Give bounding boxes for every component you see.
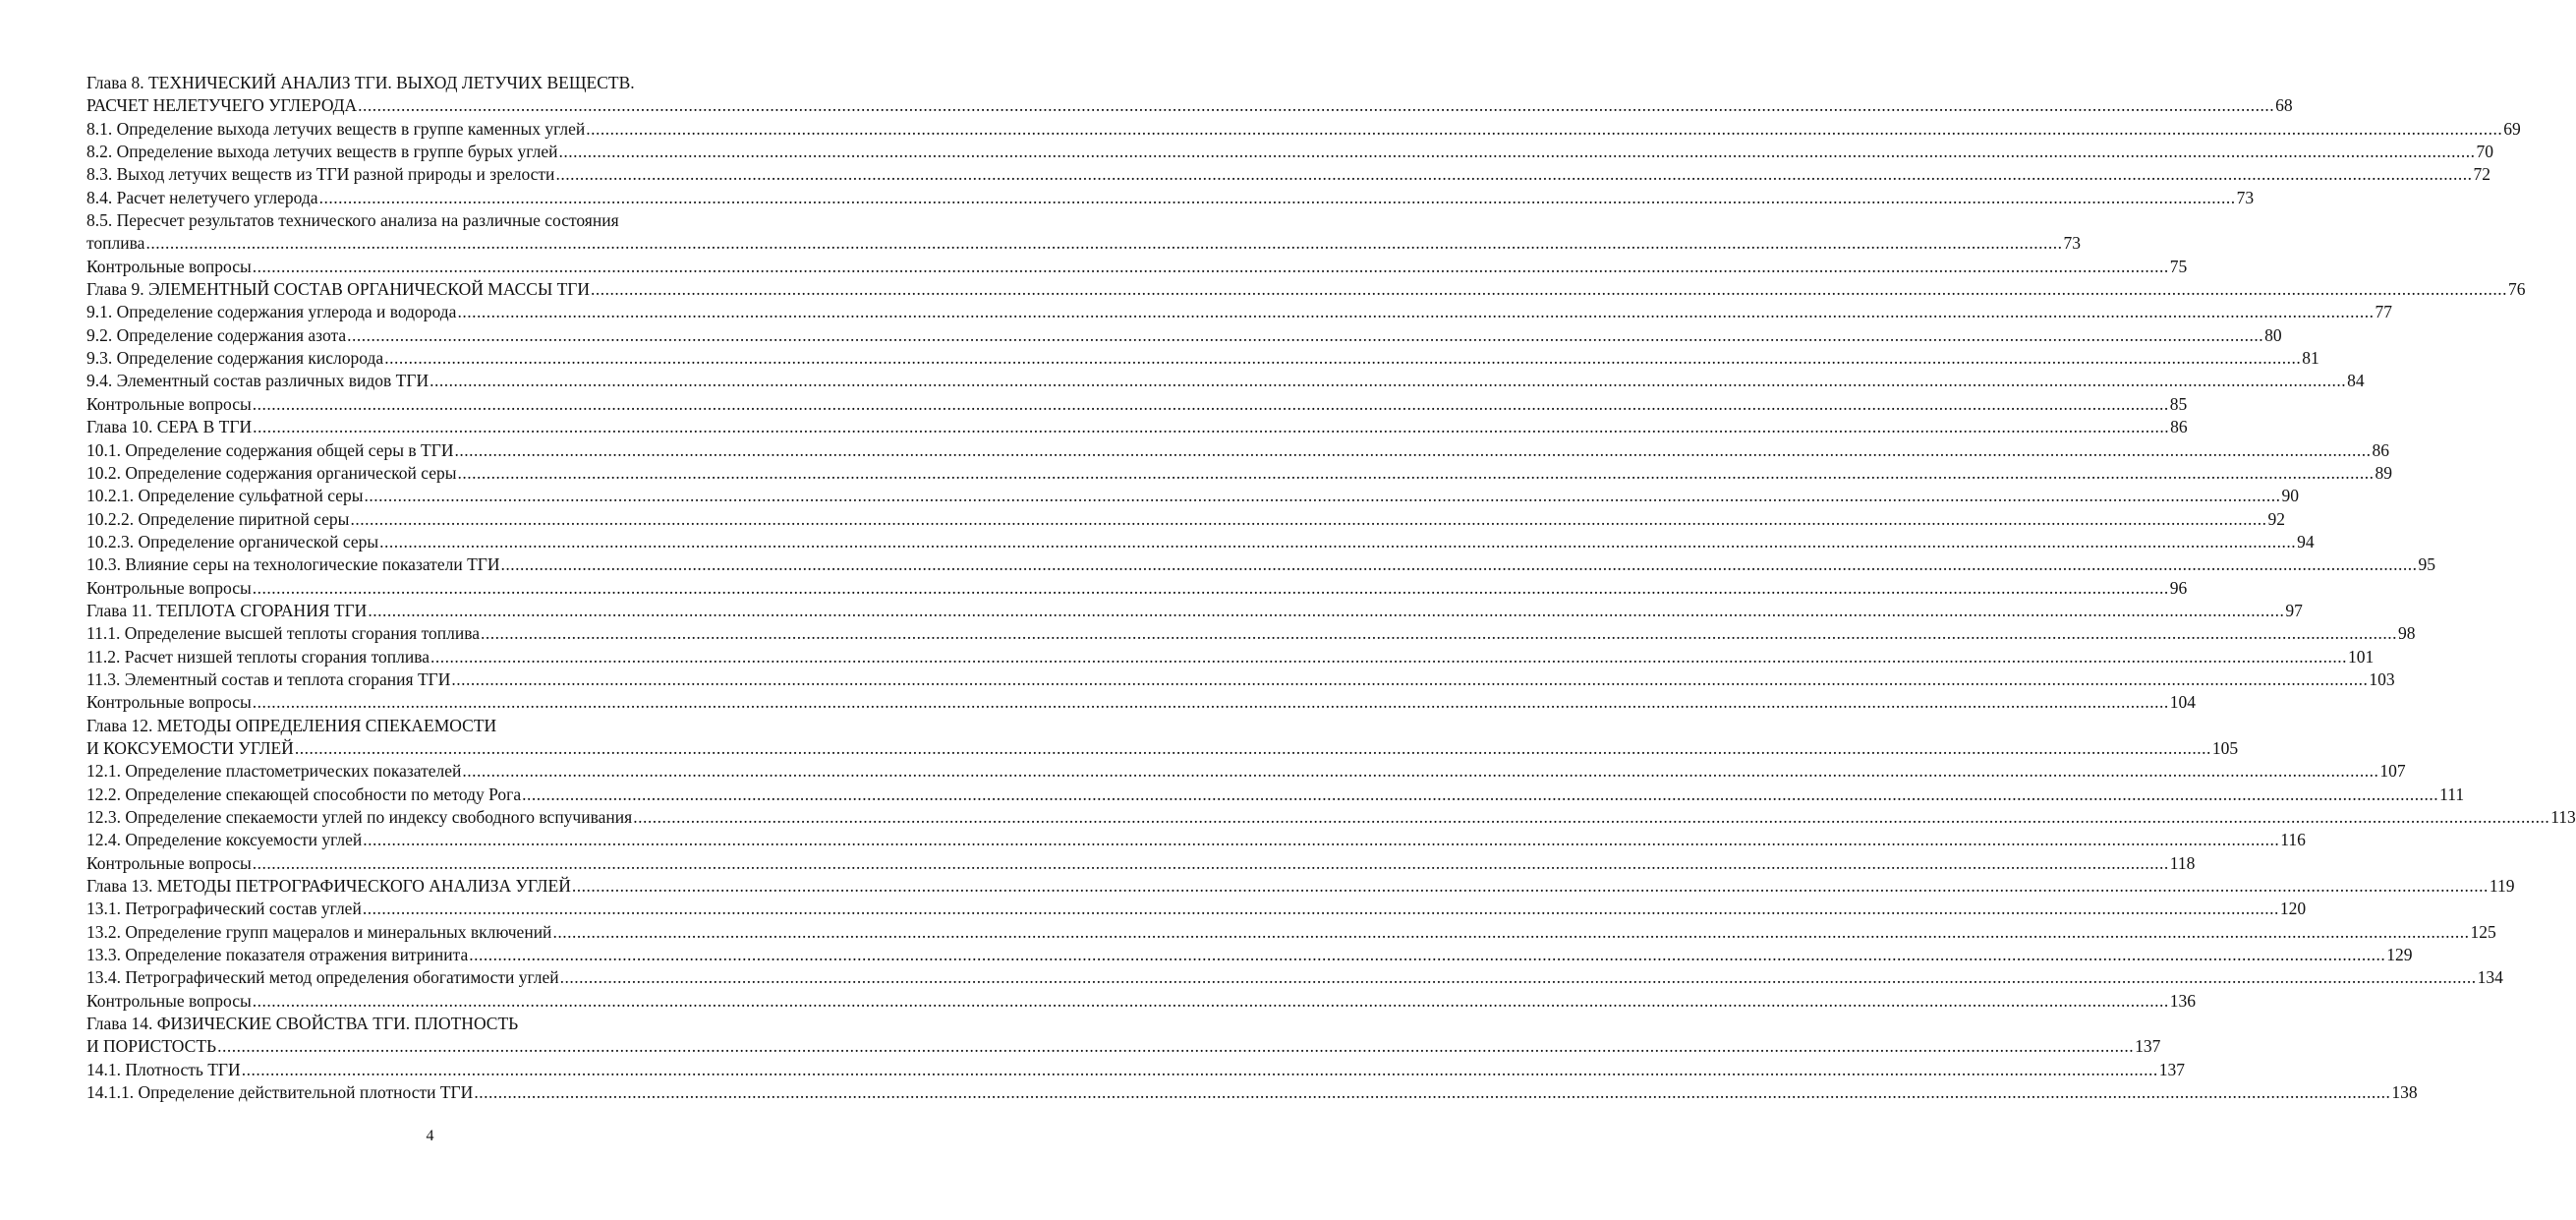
toc-entry xyxy=(86,439,2390,462)
toc-dot-leader: ................................................................................................................................................................................................................................................................................................................................................................................................................ xyxy=(429,371,2347,391)
toc-entry xyxy=(86,966,2503,989)
toc-entry-title: 13.2. Определение групп мацералов и минеральных включений xyxy=(86,921,552,942)
toc-entry xyxy=(86,646,2375,668)
toc-entry-title: 10.1. Определение содержания общей серы в ТГИ xyxy=(86,439,454,460)
toc-dot-leader: ................................................................................................................................................................................................................................................................................................................................................................................................................ xyxy=(552,921,2470,942)
toc-entry-title: 11.2. Расчет низшей теплоты сгорания топлива xyxy=(86,646,430,667)
toc-entry-title: 10.2.3. Определение органической серы xyxy=(86,531,379,552)
toc-dot-leader: ................................................................................................................................................................................................................................................................................................................................................................................................................ xyxy=(457,462,2375,483)
toc-dot-leader: ................................................................................................................................................................................................................................................................................................................................................................................................................ xyxy=(430,646,2348,667)
toc-entry-page: 75 xyxy=(2169,256,2188,276)
toc-entry xyxy=(86,577,2188,600)
toc-entry-title: топлива xyxy=(86,233,145,254)
toc-dot-leader: ................................................................................................................................................................................................................................................................................................................................................................................................................ xyxy=(469,945,2386,965)
toc-entry-page: 113 xyxy=(2550,807,2576,827)
toc-entry-title: 10.2. Определение содержания органической серы xyxy=(86,462,457,483)
toc-entry-title: 9.1. Определение содержания углерода и водорода xyxy=(86,302,457,322)
toc-entry-page: 89 xyxy=(2375,462,2392,483)
toc-dot-leader: ................................................................................................................................................................................................................................................................................................................................................................................................................ xyxy=(253,417,2170,437)
toc-dot-leader: ................................................................................................................................................................................................................................................................................................................................................................................................................ xyxy=(217,1036,2135,1057)
toc-entry xyxy=(86,691,2196,714)
toc-entry-title: Контрольные вопросы xyxy=(86,692,252,713)
toc-dot-leader: ................................................................................................................................................................................................................................................................................................................................................................................................................ xyxy=(474,1082,2391,1103)
toc-entry-title: 8.1. Определение выхода летучих веществ в группе каменных углей xyxy=(86,118,586,139)
toc-dot-leader: ................................................................................................................................................................................................................................................................................................................................................................................................................ xyxy=(555,164,2473,185)
table-of-contents xyxy=(86,72,2576,1104)
toc-entry xyxy=(86,990,2196,1013)
toc-entry-page: 94 xyxy=(2297,531,2315,552)
toc-entry xyxy=(86,72,774,94)
toc-entry xyxy=(86,1059,2185,1081)
toc-entry xyxy=(86,485,2299,507)
toc-entry xyxy=(86,462,2392,485)
toc-entry-page: 72 xyxy=(2473,164,2490,185)
toc-entry-page: 137 xyxy=(2135,1036,2161,1057)
toc-entry-title: 11.3. Элементный состав и теплота сгорания ТГИ xyxy=(86,668,451,689)
toc-entry-title: Глава 9. ЭЛЕМЕНТНЫЙ СОСТАВ ОРГАНИЧЕСКОЙ МАССЫ ТГИ xyxy=(86,279,591,300)
toc-dot-leader: ................................................................................................................................................................................................................................................................................................................................................................................................................ xyxy=(363,830,2280,850)
toc-entry-title: И ПОРИСТОСТЬ xyxy=(86,1036,217,1057)
toc-dot-leader: ................................................................................................................................................................................................................................................................................................................................................................................................................ xyxy=(252,852,2169,873)
toc-entry-title: И КОКСУЕМОСТИ УГЛЕЙ xyxy=(86,737,294,758)
toc-entry-page: 92 xyxy=(2267,508,2285,529)
toc-entry-page: 69 xyxy=(2503,118,2521,139)
toc-entry xyxy=(86,370,2365,392)
toc-entry-page: 85 xyxy=(2169,393,2188,414)
page-number: 4 xyxy=(426,1128,434,1144)
toc-dot-leader: ................................................................................................................................................................................................................................................................................................................................................................................................................ xyxy=(252,393,2169,414)
toc-dot-leader: ................................................................................................................................................................................................................................................................................................................................................................................................................ xyxy=(252,692,2169,713)
toc-entry xyxy=(86,232,2081,255)
toc-dot-leader: ................................................................................................................................................................................................................................................................................................................................................................................................................ xyxy=(294,737,2211,758)
toc-entry-title: Глава 11. ТЕПЛОТА СГОРАНИЯ ТГИ xyxy=(86,600,368,620)
toc-entry-title: 13.4. Петрографический метод определения обогатимости углей xyxy=(86,967,559,988)
toc-entry-title: 10.2.1. Определение сульфатной серы xyxy=(86,486,364,506)
toc-entry-page: 86 xyxy=(2170,417,2188,437)
toc-entry xyxy=(86,187,2255,209)
toc-dot-leader: ................................................................................................................................................................................................................................................................................................................................................................................................................ xyxy=(362,899,2279,919)
toc-entry xyxy=(86,668,2395,691)
toc-entry-page: 105 xyxy=(2211,737,2239,758)
toc-entry-page: 73 xyxy=(2063,233,2081,254)
toc-entry xyxy=(86,163,2490,186)
toc-dot-leader: ................................................................................................................................................................................................................................................................................................................................................................................................................ xyxy=(252,256,2169,276)
toc-entry-page: 95 xyxy=(2418,554,2436,575)
toc-dot-leader: ................................................................................................................................................................................................................................................................................................................................................................................................................ xyxy=(364,486,2281,506)
toc-entry-page: 81 xyxy=(2302,348,2319,369)
toc-entry-page: 107 xyxy=(2379,761,2406,782)
toc-dot-leader: ................................................................................................................................................................................................................................................................................................................................................................................................................ xyxy=(358,95,2275,116)
toc-entry-title: 12.4. Определение коксуемости углей xyxy=(86,830,363,850)
toc-entry xyxy=(86,1081,2418,1104)
toc-entry xyxy=(86,531,2315,553)
toc-dot-leader: ................................................................................................................................................................................................................................................................................................................................................................................................................ xyxy=(368,600,2285,620)
toc-entry-title: 14.1. Плотность ТГИ xyxy=(86,1059,241,1079)
toc-entry-title: Глава 14. ФИЗИЧЕСКИЕ СВОЙСТВА ТГИ. ПЛОТНОСТЬ xyxy=(86,1014,519,1034)
toc-entry-page: 111 xyxy=(2439,784,2465,804)
toc-entry xyxy=(86,553,2436,576)
toc-dot-leader: ................................................................................................................................................................................................................................................................................................................................................................................................................ xyxy=(462,761,2379,782)
toc-entry-page: 80 xyxy=(2264,324,2282,345)
toc-entry-title: Контрольные вопросы xyxy=(86,852,252,873)
toc-entry xyxy=(86,737,2239,760)
toc-entry xyxy=(86,760,2406,783)
toc-entry-page: 90 xyxy=(2281,486,2299,506)
toc-entry xyxy=(86,324,2282,347)
toc-dot-leader: ................................................................................................................................................................................................................................................................................................................................................................................................................ xyxy=(481,623,2398,644)
toc-dot-leader: ................................................................................................................................................................................................................................................................................................................................................................................................................ xyxy=(350,508,2267,529)
toc-entry xyxy=(86,209,774,232)
toc-entry-page: 138 xyxy=(2391,1082,2418,1103)
toc-entry-title: 12.1. Определение пластометрических показателей xyxy=(86,761,462,782)
toc-entry xyxy=(86,393,2188,416)
toc-entry xyxy=(86,806,2576,829)
toc-entry xyxy=(86,898,2307,920)
toc-entry-title: 9.2. Определение содержания азота xyxy=(86,324,347,345)
toc-dot-leader: ................................................................................................................................................................................................................................................................................................................................................................................................................ xyxy=(347,324,2264,345)
toc-dot-leader: ................................................................................................................................................................................................................................................................................................................................................................................................................ xyxy=(633,807,2550,827)
toc-entry xyxy=(86,921,2496,944)
toc-entry-title: Глава 12. МЕТОДЫ ОПРЕДЕЛЕНИЯ СПЕКАЕМОСТИ xyxy=(86,715,497,735)
toc-entry-title: 8.3. Выход летучих веществ из ТГИ разной природы и зрелости xyxy=(86,164,555,185)
toc-entry xyxy=(86,94,2293,117)
toc-entry-title: 13.3. Определение показателя отражения витринита xyxy=(86,945,469,965)
toc-dot-leader: ................................................................................................................................................................................................................................................................................................................................................................................................................ xyxy=(252,990,2169,1011)
toc-entry-title: 14.1.1. Определение действительной плотности ТГИ xyxy=(86,1082,474,1103)
toc-entry-title: Контрольные вопросы xyxy=(86,577,252,598)
toc-dot-leader: ................................................................................................................................................................................................................................................................................................................................................................................................................ xyxy=(384,348,2302,369)
toc-entry-title: Глава 13. МЕТОДЫ ПЕТРОГРАФИЧЕСКОГО АНАЛИЗА УГЛЕЙ xyxy=(86,876,571,897)
toc-entry xyxy=(86,141,2493,163)
toc-entry-page: 118 xyxy=(2169,852,2196,873)
toc-entry xyxy=(86,508,2285,531)
toc-entry-page: 137 xyxy=(2158,1059,2185,1079)
toc-entry xyxy=(86,784,2465,806)
toc-entry xyxy=(86,622,2416,645)
toc-entry-title: РАСЧЕТ НЕЛЕТУЧЕГО УГЛЕРОДА xyxy=(86,95,358,116)
toc-entry-page: 86 xyxy=(2372,439,2390,460)
toc-entry-page: 68 xyxy=(2275,95,2293,116)
toc-entry-title: Контрольные вопросы xyxy=(86,990,252,1011)
toc-dot-leader: ................................................................................................................................................................................................................................................................................................................................................................................................................ xyxy=(145,233,2063,254)
toc-entry-page: 136 xyxy=(2169,990,2196,1011)
toc-entry-title: 8.5. Пересчет результатов технического анализа на различные состояния xyxy=(86,210,619,231)
toc-entry-title: 11.1. Определение высшей теплоты сгорания топлива xyxy=(86,623,481,644)
toc-entry-title: 10.2.2. Определение пиритной серы xyxy=(86,508,350,529)
toc-entry-title: 12.3. Определение спекаемости углей по индексу свободного вспучивания xyxy=(86,807,633,827)
toc-entry-title: Контрольные вопросы xyxy=(86,256,252,276)
toc-entry-title: 8.4. Расчет нелетучего углерода xyxy=(86,187,318,207)
toc-entry xyxy=(86,875,2515,898)
toc-entry-title: 10.3. Влияние серы на технологические показатели ТГИ xyxy=(86,554,500,575)
toc-entry-title: 8.2. Определение выхода летучих веществ в группе бурых углей xyxy=(86,142,558,162)
toc-entry xyxy=(86,1013,774,1035)
toc-entry xyxy=(86,347,2319,370)
toc-dot-leader: ................................................................................................................................................................................................................................................................................................................................................................................................................ xyxy=(457,302,2375,322)
toc-dot-leader: ................................................................................................................................................................................................................................................................................................................................................................................................................ xyxy=(379,531,2297,552)
toc-dot-leader: ................................................................................................................................................................................................................................................................................................................................................................................................................ xyxy=(252,577,2169,598)
toc-dot-leader: ................................................................................................................................................................................................................................................................................................................................................................................................................ xyxy=(559,967,2477,988)
toc-entry-page: 119 xyxy=(2489,876,2515,897)
toc-dot-leader: ................................................................................................................................................................................................................................................................................................................................................................................................................ xyxy=(571,876,2489,897)
toc-entry-page: 104 xyxy=(2169,692,2196,713)
toc-entry-title: 9.4. Элементный состав различных видов ТГИ xyxy=(86,371,429,391)
toc-entry-page: 84 xyxy=(2347,371,2365,391)
toc-entry xyxy=(86,1035,2161,1058)
toc-entry-page: 73 xyxy=(2236,187,2255,207)
toc-entry-page: 125 xyxy=(2470,921,2496,942)
toc-entry-page: 129 xyxy=(2386,945,2413,965)
toc-entry xyxy=(86,416,2188,438)
toc-entry-page: 116 xyxy=(2280,830,2306,850)
toc-entry-page: 134 xyxy=(2477,967,2503,988)
toc-entry xyxy=(86,944,2413,966)
toc-entry xyxy=(86,829,2306,851)
toc-entry xyxy=(86,278,2526,301)
toc-entry-page: 76 xyxy=(2508,279,2526,300)
toc-entry-page: 97 xyxy=(2285,600,2303,620)
toc-entry xyxy=(86,301,2392,323)
toc-entry-page: 70 xyxy=(2476,142,2493,162)
toc-dot-leader: ................................................................................................................................................................................................................................................................................................................................................................................................................ xyxy=(451,668,2369,689)
toc-entry xyxy=(86,600,2303,622)
toc-entry-title: 13.1. Петрографический состав углей xyxy=(86,899,362,919)
toc-entry xyxy=(86,256,2188,278)
toc-entry-title: Контрольные вопросы xyxy=(86,393,252,414)
toc-entry-page: 120 xyxy=(2279,899,2307,919)
toc-dot-leader: ................................................................................................................................................................................................................................................................................................................................................................................................................ xyxy=(522,784,2439,804)
toc-dot-leader: ................................................................................................................................................................................................................................................................................................................................................................................................................ xyxy=(241,1059,2158,1079)
toc-entry xyxy=(86,715,774,737)
toc-entry-page: 77 xyxy=(2375,302,2392,322)
toc-entry-title: 12.2. Определение спекающей способности по методу Рога xyxy=(86,784,522,804)
toc-dot-leader: ................................................................................................................................................................................................................................................................................................................................................................................................................ xyxy=(500,554,2418,575)
toc-entry-page: 98 xyxy=(2398,623,2416,644)
toc-entry-title: Глава 10. СЕРА В ТГИ xyxy=(86,417,253,437)
toc-dot-leader: ................................................................................................................................................................................................................................................................................................................................................................................................................ xyxy=(586,118,2503,139)
toc-entry-title: 9.3. Определение содержания кислорода xyxy=(86,348,384,369)
toc-entry xyxy=(86,118,2521,141)
toc-dot-leader: ................................................................................................................................................................................................................................................................................................................................................................................................................ xyxy=(558,142,2476,162)
toc-dot-leader: ................................................................................................................................................................................................................................................................................................................................................................................................................ xyxy=(318,187,2236,207)
toc-entry-page: 101 xyxy=(2348,646,2375,667)
toc-entry-page: 103 xyxy=(2369,668,2395,689)
toc-entry-title: Глава 8. ТЕХНИЧЕСКИЙ АНАЛИЗ ТГИ. ВЫХОД ЛЕТУЧИХ ВЕЩЕСТВ. xyxy=(86,73,635,92)
toc-dot-leader: ................................................................................................................................................................................................................................................................................................................................................................................................................ xyxy=(454,439,2372,460)
toc-entry-page: 96 xyxy=(2169,577,2188,598)
toc-dot-leader: ................................................................................................................................................................................................................................................................................................................................................................................................................ xyxy=(591,279,2508,300)
toc-entry xyxy=(86,852,2196,875)
